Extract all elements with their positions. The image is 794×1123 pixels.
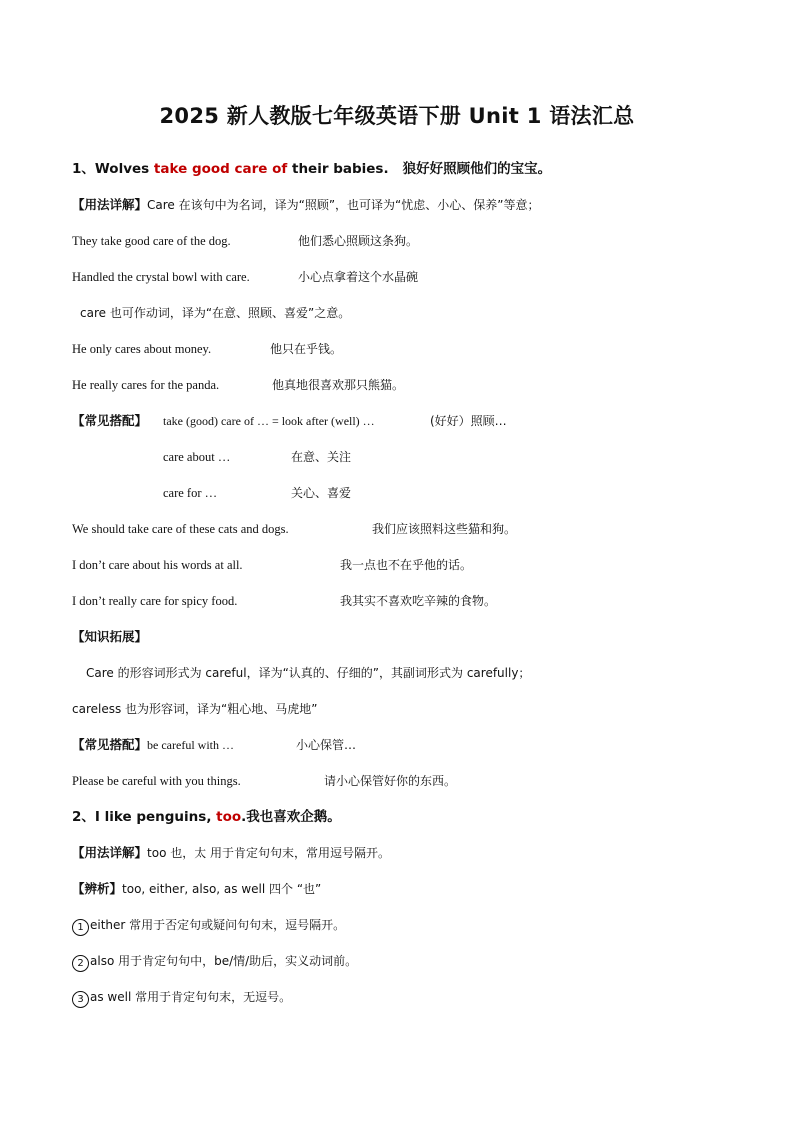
usage-2-text: too 也，太 用于肯定句句末，常用逗号隔开。 <box>147 846 391 860</box>
usage-2-tag: 【用法详解】 <box>72 845 148 860</box>
example-1 <box>72 232 419 250</box>
circled-number-2: 2 <box>72 955 89 972</box>
example-8-en: Please be careful with you things. <box>72 774 241 788</box>
circled-number-3: 3 <box>72 991 89 1008</box>
example-5-en: We should take care of these cats and dogs. <box>72 522 289 536</box>
point-2 <box>72 952 357 972</box>
collocation-1-cn: (好好）照顾… <box>430 414 507 428</box>
collocation-1-en: take (good) care of … = look after (well) … <box>163 414 375 428</box>
collocation-careful-tag: 【常见搭配】 <box>72 737 148 752</box>
sentence-1-highlight: take good care of <box>153 161 288 177</box>
example-6 <box>72 556 473 574</box>
sentence-2-highlight: too <box>216 809 242 825</box>
point-1 <box>72 916 345 936</box>
example-3-en: He only cares about money. <box>72 342 212 356</box>
page-title: 2025 新人教版七年级英语下册 Unit 1 语法汇总 <box>159 104 635 128</box>
example-7-en: I don’t really care for spicy food. <box>72 594 238 608</box>
extension-line-1: Care 的形容词形式为 careful，译为“认真的、仔细的”，其副词形式为 carefully； <box>86 666 531 680</box>
extension-line-2: careless 也为形容词，译为“粗心地、马虎地” <box>72 702 318 716</box>
sentence-2-rest: .我也喜欢企鹅。 <box>241 809 341 825</box>
example-5 <box>72 520 517 538</box>
collocation-careful <box>72 736 357 754</box>
example-4-cn: 他真地很喜欢那只熊猫。 <box>272 378 405 392</box>
sentence-1-number: 1、Wolves <box>72 161 154 177</box>
collocation-2-cn: 在意、关注 <box>291 450 352 464</box>
example-7-cn: 我其实不喜欢吃辛辣的食物。 <box>340 594 497 608</box>
analysis <box>72 880 321 898</box>
usage-2 <box>72 844 390 862</box>
example-3 <box>72 340 343 358</box>
example-8-cn: 请小心保管好你的东西。 <box>324 774 457 788</box>
usage-1 <box>72 196 540 214</box>
analysis-text: too, either, also, as well 四个 “也” <box>122 882 322 896</box>
example-5-cn: 我们应该照料这些猫和狗。 <box>372 522 517 536</box>
usage-1-tag: 【用法详解】 <box>72 197 148 212</box>
example-1-cn: 他们悉心照顾这条狗。 <box>298 234 419 248</box>
sentence-2-number: 2、I like penguins, <box>72 809 217 825</box>
circled-number-1: 1 <box>72 919 89 936</box>
sentence-1-rest: their babies. <box>287 161 389 177</box>
collocation-3-cn: 关心、喜爱 <box>291 486 352 500</box>
point-1-text: either 常用于否定句或疑问句句末，逗号隔开。 <box>90 918 346 932</box>
collocation-careful-cn: 小心保管… <box>296 738 357 752</box>
collocation-1 <box>72 412 507 430</box>
example-7 <box>72 592 497 610</box>
usage-1-text: Care 在该句中为名词，译为“照顾”，也可译为“忧虑、小心、保养”等意； <box>147 198 540 212</box>
point-2-text: also 用于肯定句句中，be/情/助后，实义动词前。 <box>90 954 358 968</box>
sentence-2-heading <box>72 808 341 826</box>
analysis-tag: 【辨析】 <box>72 881 123 896</box>
point-3-text: as well 常用于肯定句句末，无逗号。 <box>90 990 292 1004</box>
example-4-en: He really cares for the panda. <box>72 378 220 392</box>
example-2-cn: 小心点拿着这个水晶碗 <box>298 270 419 284</box>
example-2 <box>72 268 419 286</box>
sentence-1-heading <box>72 160 551 178</box>
verb-note: care 也可作动词，译为“在意、照顾、喜爱”之意。 <box>80 306 351 320</box>
collocation-3-en: care for … <box>163 486 218 500</box>
example-6-cn: 我一点也不在乎他的话。 <box>340 558 473 572</box>
example-1-en: They take good care of the dog. <box>72 234 231 248</box>
collocation-tag: 【常见搭配】 <box>72 413 148 428</box>
example-8 <box>72 772 457 790</box>
example-3-cn: 他只在乎钱。 <box>270 342 343 356</box>
extension-tag: 【知识拓展】 <box>72 629 148 644</box>
example-6-en: I don’t care about his words at all. <box>72 558 243 572</box>
example-2-en: Handled the crystal bowl with care. <box>72 270 250 284</box>
example-4 <box>72 376 405 394</box>
collocation-2-en: care about … <box>163 450 231 464</box>
point-3 <box>72 988 291 1008</box>
sentence-1-translation: 狼好好照顾他们的宝宝。 <box>402 161 552 177</box>
collocation-careful-en: be careful with … <box>147 738 234 752</box>
